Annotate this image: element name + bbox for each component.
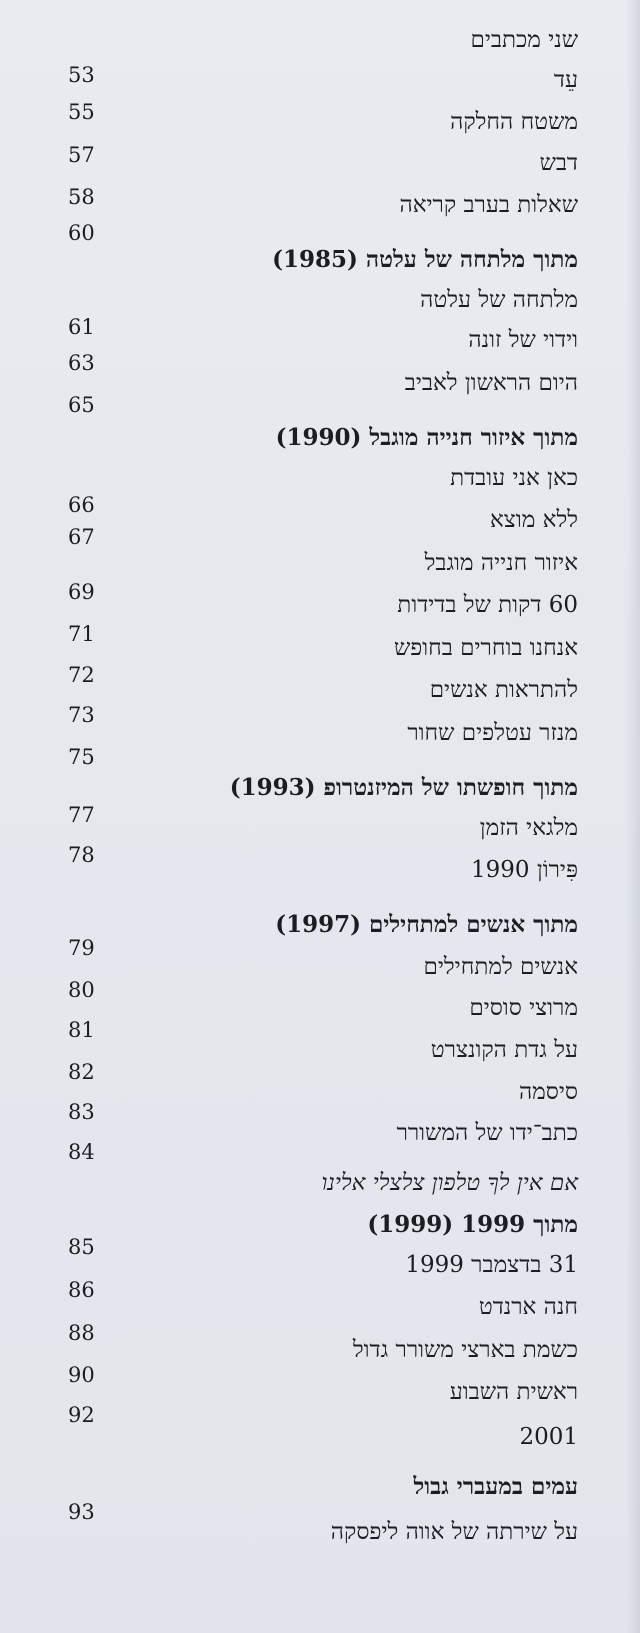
entry-title: ראשית השבוע bbox=[449, 1379, 578, 1405]
entry-title: להתראות אנשים bbox=[429, 677, 578, 703]
page-number: 63 bbox=[68, 351, 95, 375]
page-number: 69 bbox=[68, 580, 95, 604]
page-number: 81 bbox=[68, 1018, 95, 1042]
toc-entry bbox=[0, 1294, 640, 1320]
page-number-row bbox=[0, 315, 640, 339]
page-number: 71 bbox=[68, 622, 95, 646]
entry-title: היום הראשון לאביב bbox=[404, 370, 578, 396]
page-edge-shadow bbox=[626, 0, 640, 1633]
toc-entry bbox=[0, 1424, 640, 1450]
page-number: 72 bbox=[68, 663, 95, 687]
entry-title: כתב־ידו של המשורר bbox=[396, 1120, 578, 1146]
page-number-row bbox=[0, 1363, 640, 1387]
page-number: 55 bbox=[68, 100, 95, 124]
page-number-row bbox=[0, 663, 640, 687]
toc-entry bbox=[0, 1519, 640, 1545]
entry-title: על שירתה של אווה ליפסקה bbox=[330, 1519, 578, 1545]
entry-title: אנשים למתחילים bbox=[423, 954, 578, 980]
toc-entry bbox=[0, 370, 640, 396]
page-number: 92 bbox=[68, 1403, 95, 1427]
page-number: 88 bbox=[68, 1321, 95, 1345]
toc-entry bbox=[0, 1252, 640, 1278]
page-number-row bbox=[0, 525, 640, 549]
entry-title: וידוי של זונה bbox=[468, 327, 578, 353]
page-number: 90 bbox=[68, 1363, 95, 1387]
page-number-row bbox=[0, 221, 640, 245]
page-number: 73 bbox=[68, 703, 95, 727]
entry-title: דבש bbox=[539, 150, 578, 176]
page-number-row bbox=[0, 1018, 640, 1042]
section-heading: מתוך אנשים למתחילים (1997) bbox=[275, 911, 578, 938]
toc-entry bbox=[0, 857, 640, 883]
page-number-row bbox=[0, 1235, 640, 1259]
page-number: 61 bbox=[68, 315, 95, 339]
page-number: 85 bbox=[68, 1235, 95, 1259]
page-number: 93 bbox=[68, 1500, 95, 1524]
page-number-row bbox=[0, 493, 640, 517]
page-number: 83 bbox=[68, 1100, 95, 1124]
section-heading: מתוך 1999 (1999) bbox=[367, 1211, 578, 1238]
page-number-row bbox=[0, 1100, 640, 1124]
entry-title: כשמת בארצי משורר גדול bbox=[352, 1337, 578, 1363]
section-heading: מתוך מלתחה של עלטה (1985) bbox=[272, 246, 578, 273]
entry-title: משטח החלקה bbox=[450, 109, 578, 135]
entry-title: אם אין לךָ טלפון צלצלי אלינו bbox=[321, 1170, 578, 1196]
page-number: 80 bbox=[68, 978, 95, 1002]
entry-title: שאלות בערב קריאה bbox=[399, 192, 578, 218]
toc-entry bbox=[0, 507, 640, 533]
toc-entry bbox=[0, 465, 640, 491]
toc-entry bbox=[0, 720, 640, 746]
page-number-row bbox=[0, 580, 640, 604]
entry-title: איזור חנייה מוגבל bbox=[424, 550, 578, 576]
toc-entry bbox=[0, 287, 640, 313]
page-number: 86 bbox=[68, 1278, 95, 1302]
toc-entry bbox=[0, 954, 640, 980]
entry-title: מלגאי הזמן bbox=[479, 815, 578, 841]
page-number: 53 bbox=[68, 63, 95, 87]
toc-entry bbox=[0, 550, 640, 576]
entry-title: 60 דקות של בדידות bbox=[397, 592, 578, 618]
toc-entry bbox=[0, 911, 640, 938]
page-number-row bbox=[0, 745, 640, 769]
entry-title: מנזר עטלפים שחור bbox=[407, 720, 578, 746]
page-number-row bbox=[0, 1060, 640, 1084]
page-number: 57 bbox=[68, 143, 95, 167]
entry-title: מרוצי סוסים bbox=[469, 995, 578, 1021]
page-number: 75 bbox=[68, 745, 95, 769]
toc-entry bbox=[0, 1120, 640, 1146]
page-number-row bbox=[0, 351, 640, 375]
page-number-row bbox=[0, 393, 640, 417]
page-number: 79 bbox=[68, 936, 95, 960]
page-number-row bbox=[0, 978, 640, 1002]
page-number: 82 bbox=[68, 1060, 95, 1084]
entry-title: עֵד bbox=[553, 67, 578, 93]
entry-title: חנה ארנדט bbox=[478, 1294, 578, 1320]
page-number: 65 bbox=[68, 393, 95, 417]
page-number: 60 bbox=[68, 221, 95, 245]
entry-title: אנחנו בוחרים בחופש bbox=[393, 635, 578, 661]
page-number-row bbox=[0, 843, 640, 867]
toc-entry bbox=[0, 1170, 640, 1196]
toc-entry bbox=[0, 635, 640, 661]
section-heading: מתוך חופשתו של המיזנטרופ (1993) bbox=[229, 774, 578, 801]
entry-title: שני מכתבים bbox=[470, 27, 578, 53]
toc-entry bbox=[0, 1079, 640, 1105]
toc-entry bbox=[0, 774, 640, 801]
page-number-row bbox=[0, 703, 640, 727]
page-number-row bbox=[0, 1321, 640, 1345]
page-number-row bbox=[0, 936, 640, 960]
page-number: 67 bbox=[68, 525, 95, 549]
toc-entry bbox=[0, 677, 640, 703]
page-number-row bbox=[0, 1140, 640, 1164]
toc-entry bbox=[0, 995, 640, 1021]
page-number-row bbox=[0, 622, 640, 646]
toc-entry bbox=[0, 1379, 640, 1405]
toc-entry bbox=[0, 246, 640, 273]
toc-entry bbox=[0, 424, 640, 451]
toc-entry bbox=[0, 1037, 640, 1063]
page-number-row bbox=[0, 803, 640, 827]
page-number: 78 bbox=[68, 843, 95, 867]
page-number: 58 bbox=[68, 185, 95, 209]
section-heading: עמים במעברי גבול bbox=[413, 1473, 578, 1500]
page-number: 84 bbox=[68, 1140, 95, 1164]
entry-title: על גדת הקונצרט bbox=[430, 1037, 578, 1063]
entry-title: ללא מוצא bbox=[489, 507, 578, 533]
page-number-row bbox=[0, 1500, 640, 1524]
entry-title: 31 בדצמבר 1999 bbox=[405, 1252, 578, 1278]
page-number-row bbox=[0, 1403, 640, 1427]
page-number-row bbox=[0, 1278, 640, 1302]
section-heading: מתוך איזור חנייה מוגבל (1990) bbox=[275, 424, 578, 451]
entry-title: פִּירוֹן 1990 bbox=[471, 857, 578, 883]
toc-entry bbox=[0, 1337, 640, 1363]
page-number: 77 bbox=[68, 803, 95, 827]
entry-title: מלתחה של עלטה bbox=[420, 287, 578, 313]
toc-entry bbox=[0, 27, 640, 53]
entry-title: כאן אני עובדת bbox=[450, 465, 578, 491]
page-number: 66 bbox=[68, 493, 95, 517]
toc-entry bbox=[0, 1473, 640, 1500]
entry-title: 2001 bbox=[519, 1424, 578, 1450]
toc-entry bbox=[0, 1211, 640, 1238]
entry-title: סיסמה bbox=[518, 1079, 578, 1105]
